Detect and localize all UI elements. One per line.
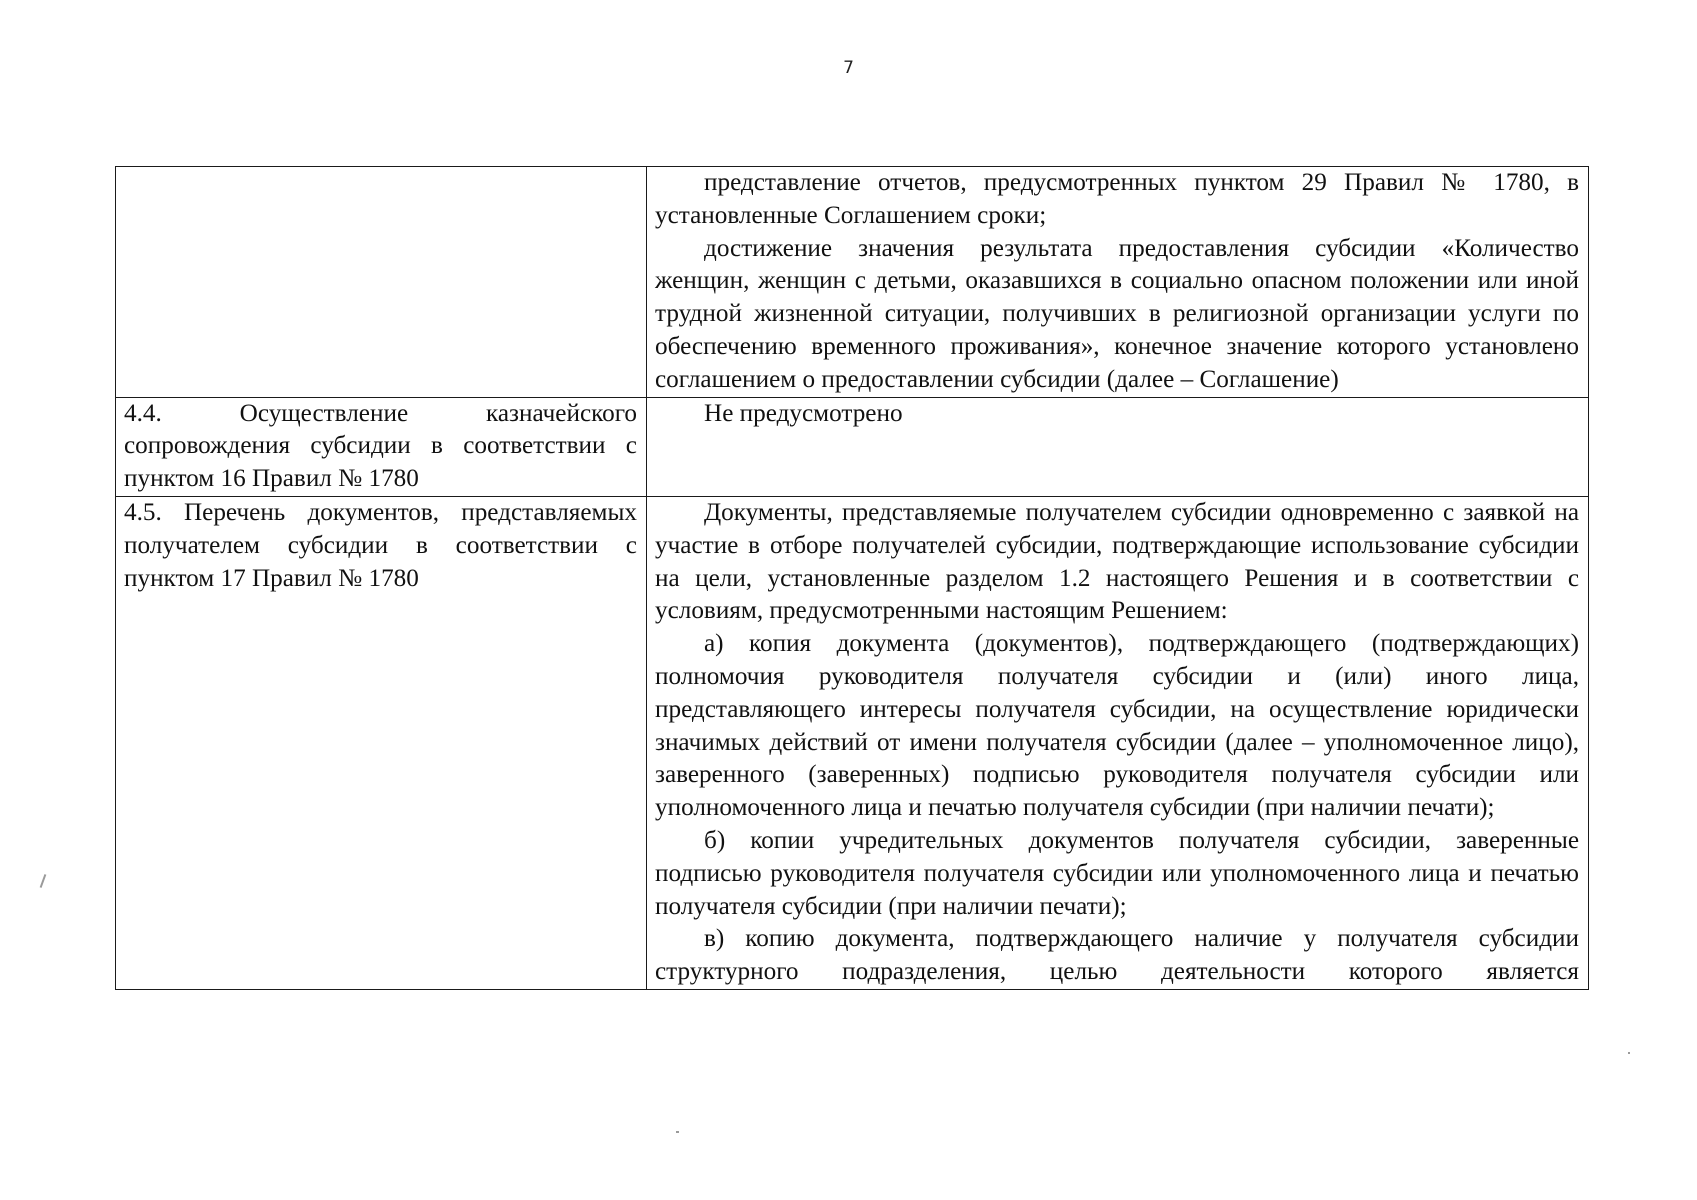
document-table [115, 166, 1589, 990]
page-number: 7 [843, 58, 854, 78]
paragraph: а) копия документа (документов), подтверждающего (подтверждающих) полномочия руководителя получателя субсидии и (или) иного лица, представляющего интересы получателя субсидии, на осуществление юридически значимых действий от имени получателя субсидии (далее – уполномоченное лицо), заверенного (заверенных) подписью руководителя получателя субсидии или уполномоченного лица и печатью получателя субсидии (при наличии печати); [655, 630, 1579, 822]
row-1-right-cell [647, 167, 1589, 398]
row-3-left-cell [116, 496, 647, 989]
paragraph: в) копию документа, подтверждающего наличие у получателя субсидии структурного подразделения, целью деятельности которого является [655, 925, 1579, 986]
row-2-right-cell [647, 397, 1589, 496]
row-heading: 4.4. Осуществление казначейского сопровождения субсидии в соответствии с пунктом 16 Правил № 1780 [124, 399, 637, 493]
row-3-right-cell [647, 496, 1589, 989]
paragraph: представление отчетов, предусмотренных пунктом 29 Правил № 1780, в установленные Соглашением сроки; [655, 169, 1579, 229]
scan-speck [1628, 1052, 1630, 1054]
table-row [116, 167, 1589, 398]
paragraph: б) копии учредительных документов получателя субсидии, заверенные подписью руководителя получателя субсидии или уполномоченного лица и печатью получателя субсидии (при наличии печати); [655, 826, 1579, 920]
paragraph: Не предусмотрено [704, 399, 903, 427]
paragraph: достижение значения результата предоставления субсидии «Количество женщин, женщин с детьми, оказавшихся в социально опасном положении или иной трудной жизненной ситуации, получивших в религиозной организации услуги по обеспечению временного проживания», конечное значение которого установлено соглашением о предоставлении субсидии (далее – Соглашение) [655, 234, 1579, 393]
row-2-left-cell [116, 397, 647, 496]
scan-speck [676, 1131, 679, 1133]
row-heading: 4.5. Перечень документов, представляемых получателем субсидии в соответствии с пунктом 17 Правил № 1780 [124, 498, 637, 592]
row-1-left-cell [116, 167, 647, 398]
table-row [116, 496, 1589, 989]
table-row [116, 397, 1589, 496]
scan-speck [40, 874, 47, 888]
paragraph: Документы, представляемые получателем субсидии одновременно с заявкой на участие в отборе получателей субсидии, подтверждающие использование субсидии на цели, установленные разделом 1.2 настоящего Решения и в соответствии с условиям, предусмотренными настоящим Решением: [655, 498, 1579, 625]
